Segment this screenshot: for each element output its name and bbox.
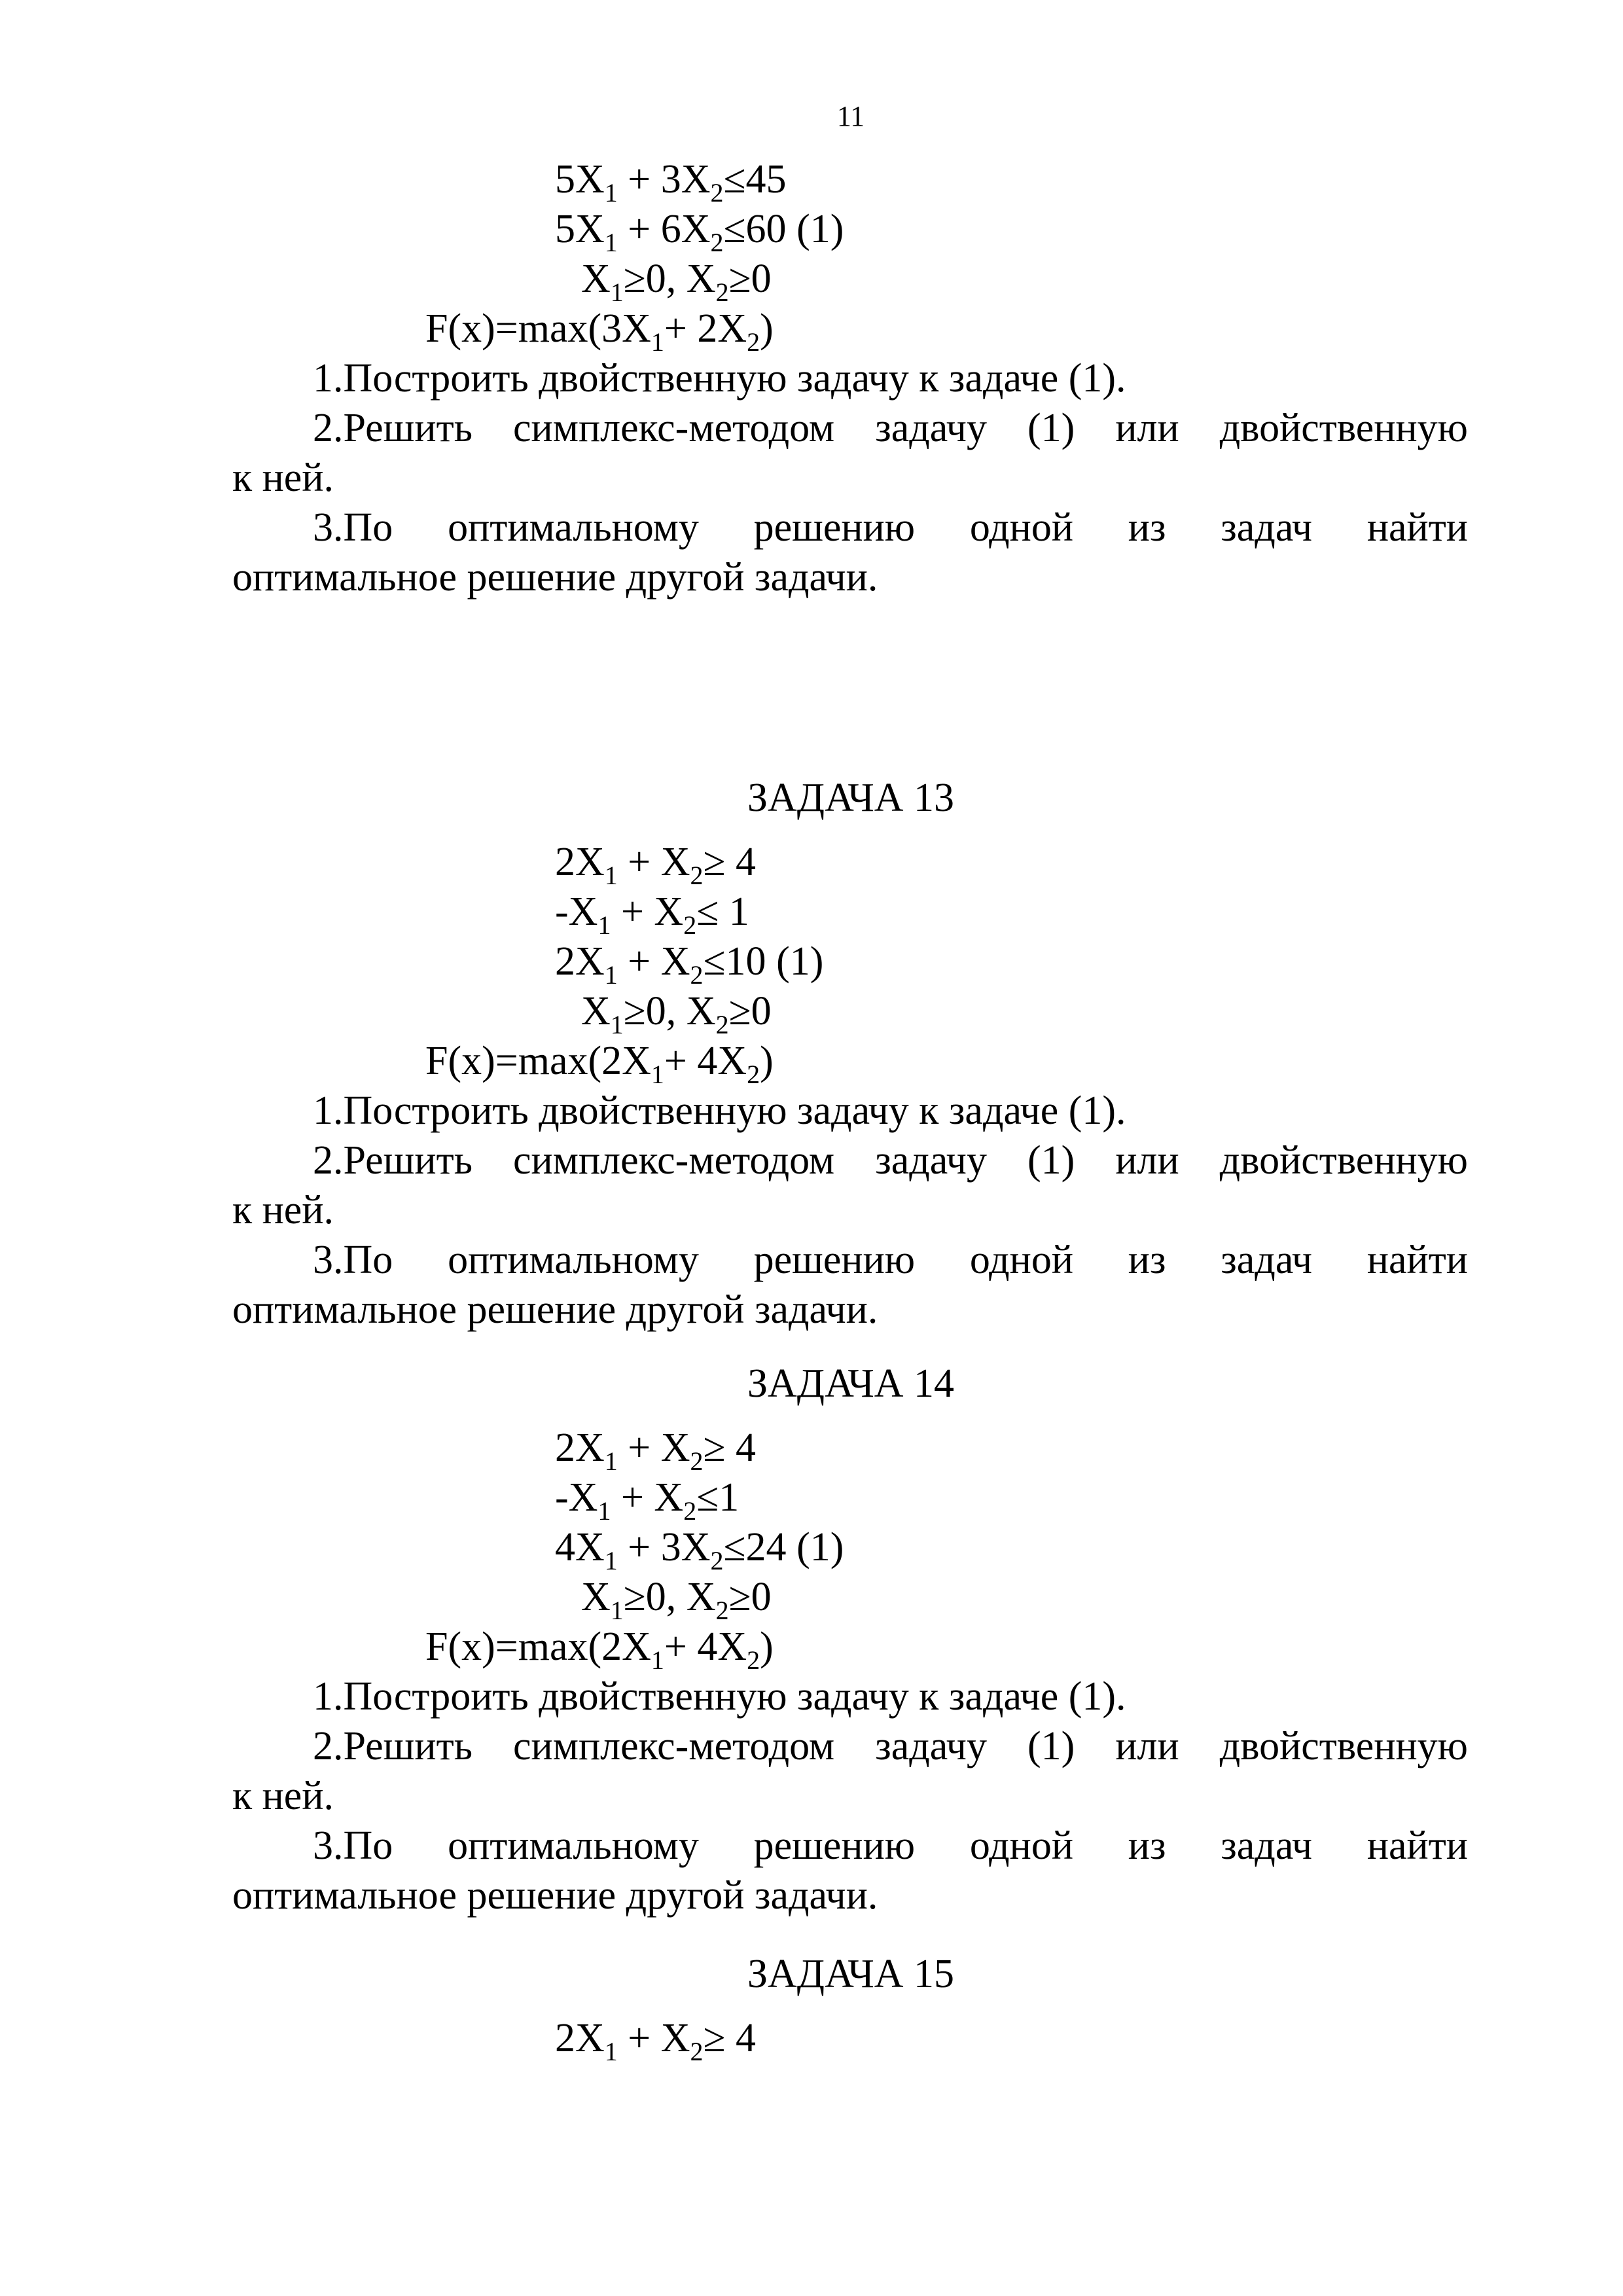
problem-14-heading: ЗАДАЧА 14 xyxy=(747,1361,955,1406)
subscript: 1 xyxy=(651,1645,664,1675)
var: X xyxy=(568,889,598,934)
subscript: 1 xyxy=(610,278,624,307)
operator: + xyxy=(617,939,661,984)
var: X xyxy=(686,989,716,1033)
var: X xyxy=(681,207,711,251)
operator: + 3 xyxy=(617,157,681,202)
objective-suffix: ) xyxy=(760,306,774,351)
relation: ≥0, xyxy=(623,989,687,1033)
var: X xyxy=(717,1624,747,1669)
subscript: 2 xyxy=(715,1596,729,1625)
objective-suffix: ) xyxy=(760,1624,774,1669)
var: X xyxy=(575,1525,605,1570)
var: X xyxy=(575,939,605,984)
subscript: 2 xyxy=(710,1546,724,1575)
relation: ≥0 xyxy=(728,1575,772,1619)
subscript: 2 xyxy=(683,910,697,940)
var: X xyxy=(575,157,605,202)
subscript: 2 xyxy=(690,861,704,890)
equation-tag: (1) xyxy=(766,939,824,984)
subscript: 1 xyxy=(604,1446,618,1476)
p13-nonneg xyxy=(581,986,772,1037)
subscript: 1 xyxy=(610,1010,624,1039)
p14-task-2-line-1: 2.Решить симплекс-методом задачу (1) или двойственную xyxy=(313,1724,1468,1768)
coef: 4 xyxy=(555,1525,575,1570)
var: X xyxy=(660,939,690,984)
p14-task-3-line-2: оптимальное решение другой задачи. xyxy=(232,1873,878,1918)
p13-constraint-2 xyxy=(555,886,749,940)
var: X xyxy=(660,840,690,884)
objective-prefix: F(x)=max(3 xyxy=(425,306,622,351)
p13-constraint-1 xyxy=(555,836,756,888)
p14-nonneg xyxy=(581,1571,772,1623)
var: X xyxy=(575,1426,605,1470)
relation: ≤ 1 xyxy=(696,889,749,934)
relation: ≤45 xyxy=(723,157,787,202)
var: X xyxy=(581,257,611,301)
p13-task-3-line-1: 3.По оптимальному решению одной из задач найти xyxy=(313,1238,1468,1282)
top-task-2-line-2: к ней. xyxy=(232,456,334,500)
relation: ≤1 xyxy=(696,1475,740,1520)
p14-task-2-line-2: к ней. xyxy=(232,1774,334,1818)
problem-15-heading: ЗАДАЧА 15 xyxy=(747,1952,955,1996)
subscript: 1 xyxy=(597,910,611,940)
var: X xyxy=(622,1039,651,1083)
var: X xyxy=(686,1575,716,1619)
var: X xyxy=(660,1426,690,1470)
operator: + 2 xyxy=(664,306,718,351)
p13-objective xyxy=(425,1035,774,1089)
operator: + xyxy=(611,889,654,934)
subscript: 2 xyxy=(710,228,724,257)
relation: ≥ 4 xyxy=(703,2016,757,2060)
subscript: 1 xyxy=(604,228,618,257)
var: X xyxy=(575,207,605,251)
subscript: 1 xyxy=(651,327,664,357)
var: X xyxy=(575,2016,605,2060)
top-task-1: 1.Построить двойственную задачу к задаче (1). xyxy=(313,356,1126,401)
subscript: 2 xyxy=(690,2037,704,2066)
top-constraint-1 xyxy=(555,154,787,205)
operator: + 4 xyxy=(664,1039,718,1083)
relation: ≥0, xyxy=(623,257,687,301)
var: X xyxy=(654,889,684,934)
relation: ≥ 4 xyxy=(703,840,757,884)
coef: 2 xyxy=(555,939,575,984)
var: X xyxy=(660,2016,690,2060)
problem-13-heading: ЗАДАЧА 13 xyxy=(747,776,955,820)
subscript: 1 xyxy=(604,2037,618,2066)
subscript: 1 xyxy=(597,1496,611,1526)
relation: ≤24 xyxy=(723,1525,787,1570)
coef: 2 xyxy=(555,2016,575,2060)
p13-task-1: 1.Построить двойственную задачу к задаче (1). xyxy=(313,1088,1126,1133)
relation: ≥0 xyxy=(728,257,772,301)
objective-prefix: F(x)=max(2 xyxy=(425,1624,622,1669)
subscript: 2 xyxy=(683,1496,697,1526)
subscript: 2 xyxy=(747,1645,760,1675)
top-task-3-line-2: оптимальное решение другой задачи. xyxy=(232,555,878,600)
relation: ≤10 xyxy=(703,939,766,984)
subscript: 2 xyxy=(710,178,724,207)
var: X xyxy=(581,989,611,1033)
page-number: 11 xyxy=(836,100,865,132)
subscript: 1 xyxy=(604,1546,618,1575)
coef: - xyxy=(555,1475,569,1520)
var: X xyxy=(575,840,605,884)
subscript: 2 xyxy=(715,278,729,307)
relation: ≥ 4 xyxy=(703,1426,757,1470)
relation: ≤60 xyxy=(723,207,787,251)
p13-task-2-line-2: к ней. xyxy=(232,1188,334,1232)
subscript: 1 xyxy=(604,960,618,990)
var: X xyxy=(654,1475,684,1520)
operator: + xyxy=(611,1475,654,1520)
p13-task-2-line-1: 2.Решить симплекс-методом задачу (1) или двойственную xyxy=(313,1138,1468,1183)
p14-task-1: 1.Построить двойственную задачу к задаче (1). xyxy=(313,1674,1126,1719)
top-objective xyxy=(425,303,774,357)
relation: ≥0, xyxy=(623,1575,687,1619)
objective-prefix: F(x)=max(2 xyxy=(425,1039,622,1083)
var: X xyxy=(717,306,747,351)
coef: - xyxy=(555,889,569,934)
top-constraint-2 xyxy=(555,204,844,255)
subscript: 1 xyxy=(604,861,618,890)
coef: 2 xyxy=(555,1426,575,1470)
subscript: 1 xyxy=(604,178,618,207)
subscript: 1 xyxy=(610,1596,624,1625)
p15-constraint-1 xyxy=(555,2013,756,2064)
operator: + 4 xyxy=(664,1624,718,1669)
p14-constraint-2 xyxy=(555,1472,740,1526)
subscript: 2 xyxy=(747,1060,760,1089)
relation: ≥0 xyxy=(728,989,772,1033)
p13-constraint-3 xyxy=(555,936,824,990)
coef: 5 xyxy=(555,157,575,202)
operator: + xyxy=(617,1426,661,1470)
subscript: 2 xyxy=(690,1446,704,1476)
var: X xyxy=(717,1039,747,1083)
top-nonneg xyxy=(581,253,772,307)
top-task-2-line-1: 2.Решить симплекс-методом задачу (1) или двойственную xyxy=(313,406,1468,450)
var: X xyxy=(686,257,716,301)
var: X xyxy=(622,1624,651,1669)
var: X xyxy=(681,157,711,202)
p14-constraint-3 xyxy=(555,1522,844,1573)
p13-task-3-line-2: оптимальное решение другой задачи. xyxy=(232,1287,878,1332)
subscript: 1 xyxy=(651,1060,664,1089)
coef: 5 xyxy=(555,207,575,251)
p14-task-3-line-1: 3.По оптимальному решению одной из задач найти xyxy=(313,1823,1468,1868)
equation-tag: (1) xyxy=(786,207,844,251)
var: X xyxy=(568,1475,598,1520)
p14-constraint-1 xyxy=(555,1422,757,1476)
operator: + 6 xyxy=(617,207,681,251)
equation-tag: (1) xyxy=(786,1525,844,1570)
operator: + xyxy=(617,840,661,884)
objective-suffix: ) xyxy=(760,1039,774,1083)
subscript: 2 xyxy=(747,327,760,357)
subscript: 2 xyxy=(715,1010,729,1039)
coef: 2 xyxy=(555,840,575,884)
top-task-3-line-1: 3.По оптимальному решению одной из задач найти xyxy=(313,505,1468,550)
var: X xyxy=(681,1525,711,1570)
operator: + 3 xyxy=(617,1525,681,1570)
operator: + xyxy=(617,2016,661,2060)
subscript: 2 xyxy=(690,960,704,990)
var: X xyxy=(622,306,651,351)
var: X xyxy=(581,1575,611,1619)
p14-objective xyxy=(425,1621,774,1675)
